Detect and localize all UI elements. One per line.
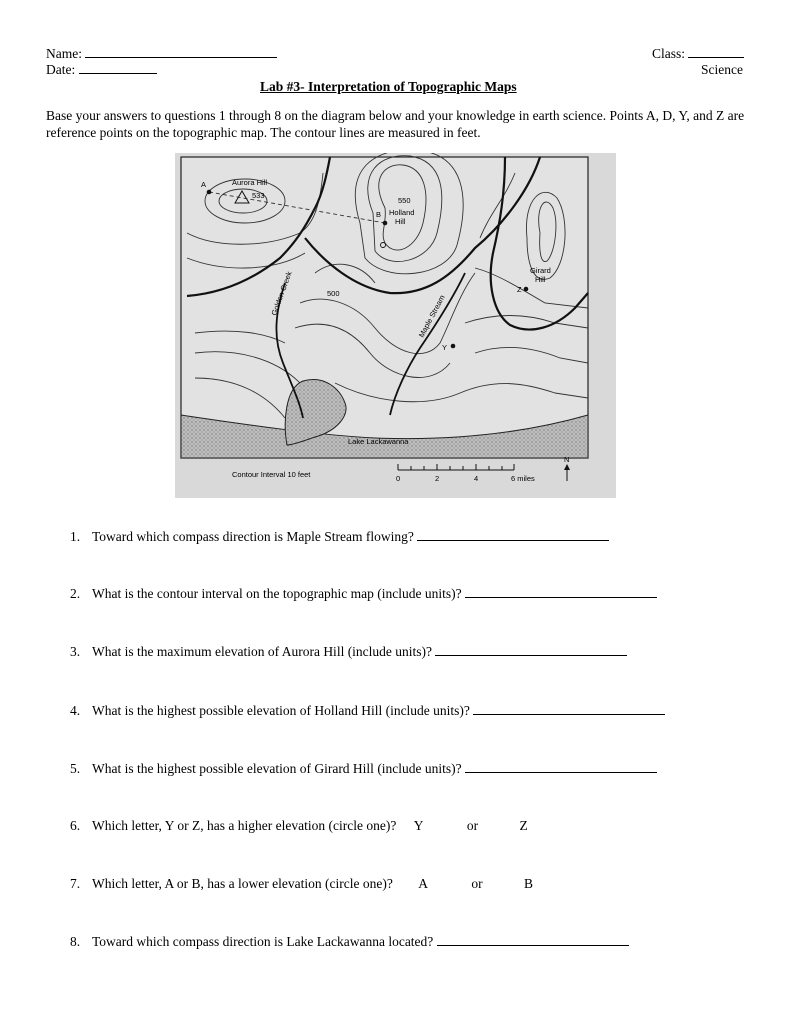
intro-paragraph: Base your answers to questions 1 through 8 on the diagram below and your knowledge in earth science. Points A, D, Y, and Z are reference points on the topographic map. The contour lines are measured in feet. bbox=[46, 108, 745, 140]
question-number: 8. bbox=[70, 934, 81, 949]
page-title: Lab #3- Interpretation of Topographic Maps bbox=[260, 79, 517, 94]
question-text: What is the highest possible elevation of Girard Hill (include units)? bbox=[92, 761, 462, 776]
class-label: Class: bbox=[652, 46, 686, 61]
name-line bbox=[46, 46, 277, 62]
point-z-label: Z bbox=[517, 285, 522, 294]
question-4 bbox=[70, 703, 665, 719]
scale-6: 6 miles bbox=[511, 474, 535, 483]
scale-4: 4 bbox=[474, 474, 479, 483]
name-label: Name: bbox=[46, 46, 82, 61]
answer-field-1[interactable] bbox=[417, 529, 609, 541]
question-text: What is the contour interval on the topographic map (include units)? bbox=[92, 586, 462, 601]
question-8 bbox=[70, 934, 629, 950]
golden-creek-label: Golden Creek bbox=[269, 270, 294, 317]
holland-label-1: Holland bbox=[389, 208, 415, 217]
answer-field-8[interactable] bbox=[437, 934, 629, 946]
class-field[interactable] bbox=[688, 46, 744, 58]
question-3 bbox=[70, 644, 627, 660]
question-number: 7. bbox=[70, 876, 81, 891]
lake-label: Lake Lackawanna bbox=[348, 437, 409, 446]
answer-field-5[interactable] bbox=[465, 761, 657, 773]
question-1 bbox=[70, 529, 609, 545]
date-field[interactable] bbox=[79, 62, 157, 74]
question-number: 3. bbox=[70, 644, 81, 659]
scale-0: 0 bbox=[396, 474, 401, 483]
scale-bar bbox=[398, 464, 514, 470]
point-b-label: B bbox=[376, 210, 382, 219]
contour-interval-label: Contour Interval 10 feet bbox=[232, 470, 311, 479]
point-a-label: A bbox=[201, 180, 207, 189]
question-number: 2. bbox=[70, 586, 81, 601]
girard-label-1: Girard bbox=[530, 266, 551, 275]
topographic-map bbox=[175, 153, 616, 498]
option-a[interactable]: A bbox=[418, 876, 428, 891]
point-y-marker bbox=[451, 344, 456, 349]
map-frame bbox=[181, 157, 588, 458]
holland-label-2: Hill bbox=[395, 217, 406, 226]
question-text: Which letter, Y or Z, has a higher elevation (circle one)? bbox=[92, 818, 397, 833]
question-number: 1. bbox=[70, 529, 81, 544]
answer-field-3[interactable] bbox=[435, 644, 627, 656]
date-label: Date: bbox=[46, 62, 76, 77]
question-number: 5. bbox=[70, 761, 81, 776]
option-y[interactable]: Y bbox=[413, 818, 424, 833]
girard-label-2: Hill bbox=[535, 275, 546, 284]
question-2 bbox=[70, 586, 657, 602]
option-b[interactable]: B bbox=[523, 876, 533, 891]
holland-elev-label: 550 bbox=[398, 196, 411, 205]
date-line bbox=[46, 62, 157, 78]
scale-2: 2 bbox=[435, 474, 440, 483]
answer-field-2[interactable] bbox=[465, 586, 657, 598]
north-arrow-icon bbox=[564, 464, 570, 481]
question-6 bbox=[70, 818, 528, 834]
maple-stream-label: Maple Stream bbox=[416, 293, 447, 339]
answer-field-4[interactable] bbox=[473, 703, 665, 715]
class-line bbox=[652, 46, 744, 62]
point-z-marker bbox=[524, 287, 529, 292]
point-y-label: Y bbox=[442, 343, 448, 352]
question-number: 6. bbox=[70, 818, 81, 833]
question-number: 4. bbox=[70, 703, 81, 718]
question-text: Toward which compass direction is Lake Lackawanna located? bbox=[92, 934, 434, 949]
aurora-hill-label: Aurora Hill bbox=[232, 178, 268, 187]
or-label: or bbox=[471, 876, 483, 891]
aurora-elev-label: 533 bbox=[252, 191, 265, 200]
option-z[interactable]: Z bbox=[519, 818, 528, 833]
north-label: N bbox=[564, 455, 570, 464]
point-b-marker bbox=[383, 221, 388, 226]
or-label: or bbox=[466, 818, 479, 833]
question-5 bbox=[70, 761, 657, 777]
question-text: What is the maximum elevation of Aurora Hill (include units)? bbox=[92, 644, 433, 659]
question-text: Toward which compass direction is Maple Stream flowing? bbox=[92, 529, 414, 544]
name-field[interactable] bbox=[85, 46, 277, 58]
subject-label: Science bbox=[701, 62, 743, 77]
contour-500-label: 500 bbox=[327, 289, 340, 298]
question-7 bbox=[70, 876, 533, 892]
question-text: Which letter, A or B, has a lower elevation (circle one)? bbox=[92, 876, 393, 891]
question-text: What is the highest possible elevation of Holland Hill (include units)? bbox=[92, 703, 470, 718]
point-a-marker bbox=[207, 190, 212, 195]
